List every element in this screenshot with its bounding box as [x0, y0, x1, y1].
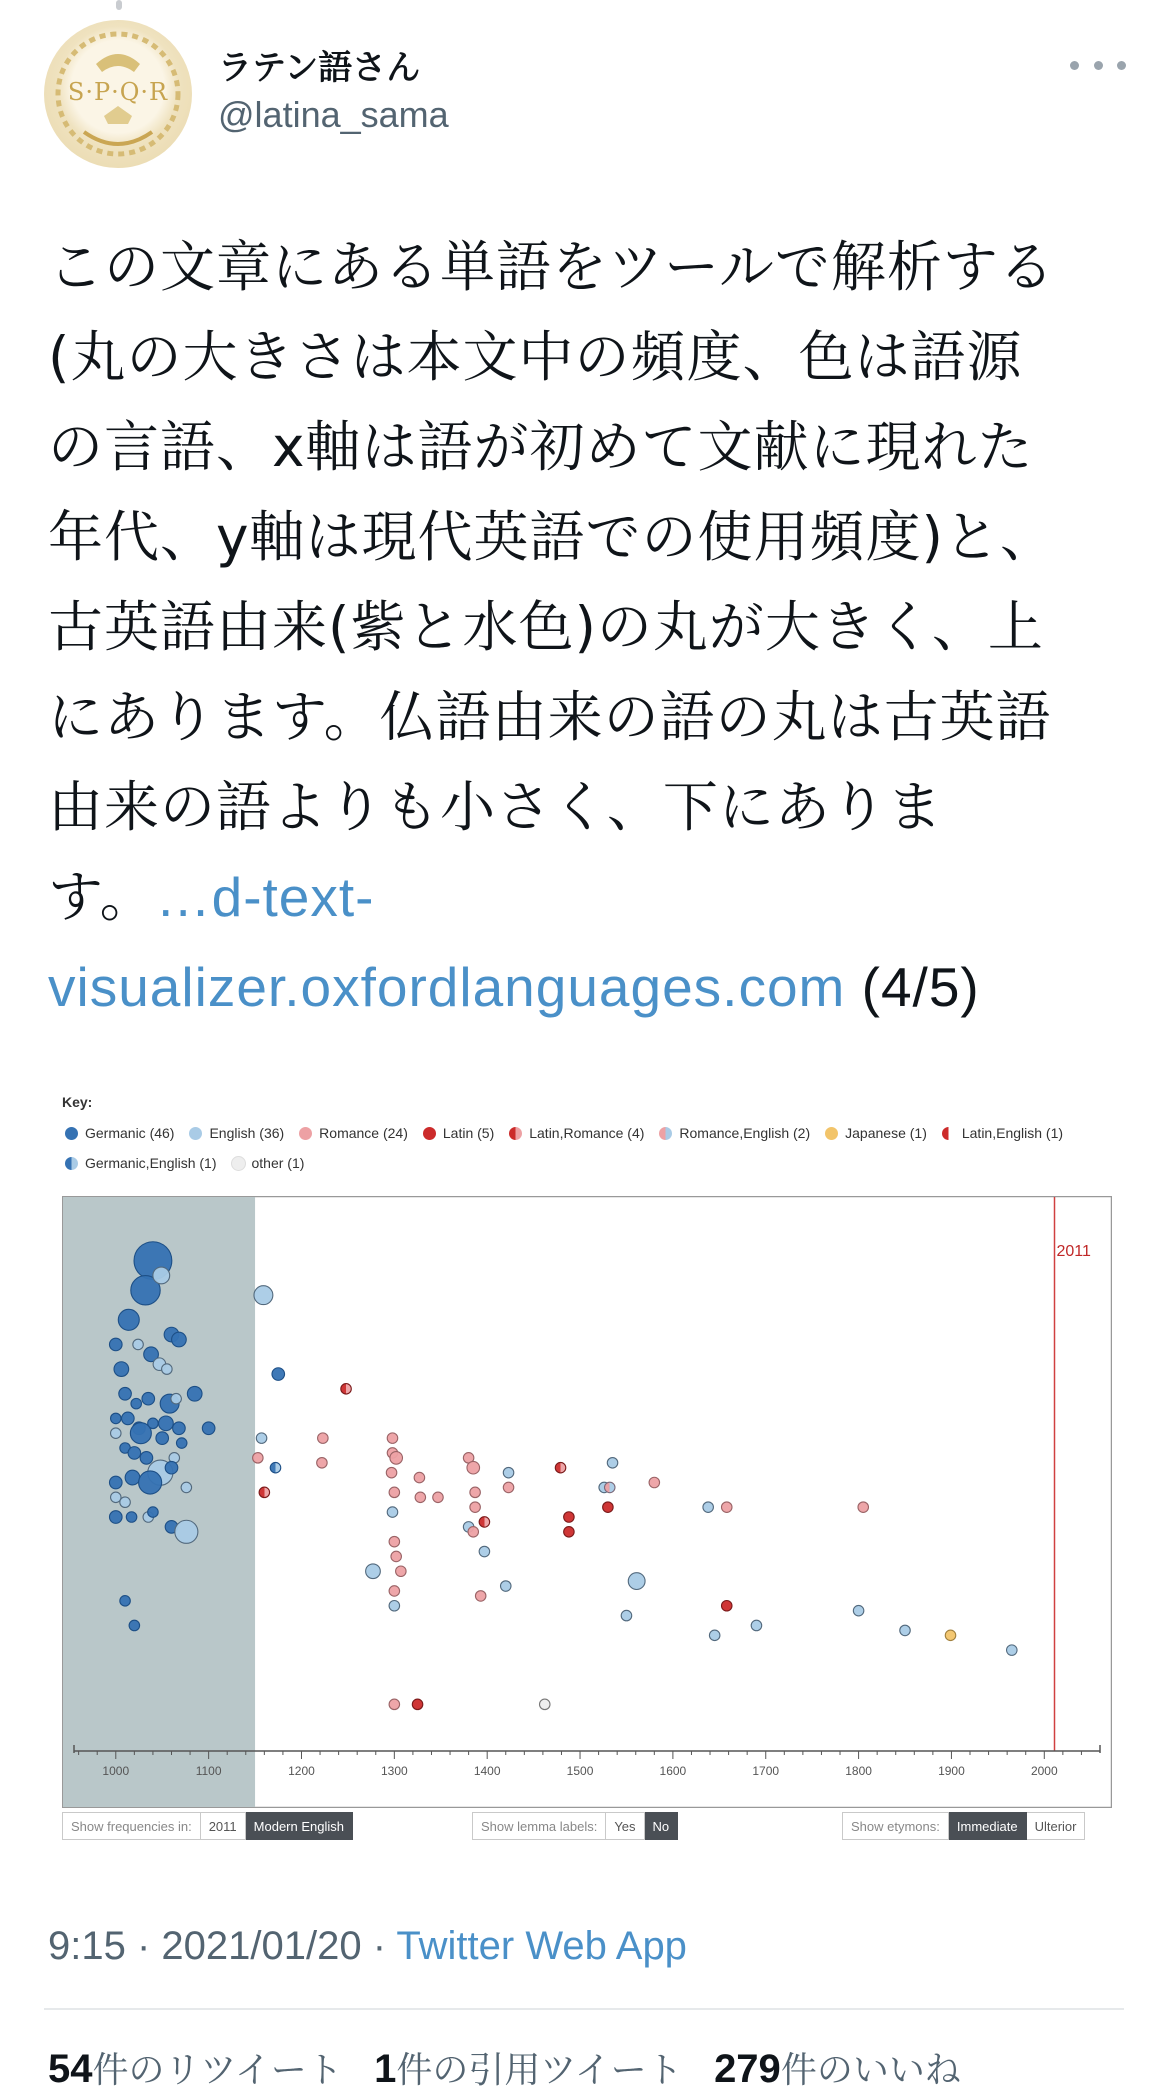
data-point — [165, 1461, 178, 1474]
data-point — [173, 1422, 186, 1435]
tweet-link[interactable]: …d-text- — [155, 866, 375, 928]
data-point — [391, 1551, 402, 1562]
etymons-control — [842, 1812, 1085, 1840]
data-point — [114, 1362, 129, 1377]
data-point — [389, 1487, 400, 1498]
thread-connector — [116, 0, 122, 10]
data-point — [120, 1596, 131, 1607]
x-tick-label: 1500 — [566, 1764, 594, 1778]
etymons-option-immediate[interactable]: Immediate — [949, 1812, 1027, 1840]
data-point — [318, 1433, 329, 1444]
chart-plot — [62, 1196, 1112, 1808]
data-point — [133, 1339, 144, 1350]
data-point — [162, 1364, 173, 1375]
tweet-timestamp[interactable]: 9:15 · 2021/01/20 · — [48, 1924, 397, 1968]
data-point — [109, 1476, 122, 1489]
legend-label: English (36) — [209, 1125, 285, 1141]
data-point — [414, 1472, 425, 1483]
data-point — [129, 1620, 140, 1631]
etymons-option-ulterior[interactable]: Ulterior — [1027, 1812, 1086, 1840]
data-point — [604, 1482, 615, 1493]
data-point — [122, 1412, 135, 1425]
data-point — [153, 1267, 170, 1284]
data-point — [142, 1392, 155, 1405]
data-point — [412, 1699, 423, 1710]
source-app-link[interactable]: Twitter Web App — [396, 1924, 687, 1968]
legend-label: Latin,Romance (4) — [529, 1125, 645, 1141]
quotes-stat[interactable] — [374, 2047, 683, 2091]
data-point — [187, 1386, 202, 1401]
data-point — [259, 1487, 270, 1498]
data-point — [172, 1332, 187, 1347]
data-point — [390, 1452, 403, 1465]
legend-item — [64, 1148, 217, 1178]
chart-key-title: Key: — [62, 1094, 93, 1110]
data-point — [131, 1398, 142, 1409]
data-point — [621, 1610, 632, 1621]
data-point — [389, 1536, 400, 1547]
legend-label: Latin,English (1) — [961, 1125, 1064, 1141]
legend-swatch — [508, 1126, 523, 1141]
data-point — [341, 1384, 352, 1395]
data-point — [540, 1699, 551, 1710]
data-point — [171, 1393, 182, 1404]
data-point — [109, 1511, 122, 1524]
legend-swatch — [658, 1126, 673, 1141]
data-point — [721, 1502, 732, 1513]
x-tick-label: 1700 — [752, 1764, 780, 1778]
legend-item — [508, 1118, 644, 1148]
data-point — [126, 1512, 136, 1523]
tweet-meta — [48, 1924, 687, 1969]
data-point — [564, 1527, 575, 1538]
data-point — [109, 1338, 122, 1351]
display-name[interactable]: ラテン語さん — [218, 48, 421, 88]
divider — [44, 2008, 1124, 2010]
x-tick-label: 1600 — [659, 1764, 687, 1778]
x-tick-label: 1800 — [845, 1764, 872, 1778]
data-point — [120, 1497, 131, 1508]
data-point — [118, 1309, 139, 1330]
data-point — [176, 1438, 187, 1449]
avatar[interactable] — [44, 20, 192, 168]
legend-swatch — [188, 1126, 203, 1141]
legend-item — [231, 1148, 305, 1178]
data-point — [396, 1566, 407, 1577]
data-point — [564, 1512, 575, 1523]
data-point — [317, 1458, 328, 1469]
year-marker-label: 2011 — [1056, 1243, 1091, 1260]
data-point — [433, 1492, 444, 1503]
legend-swatch — [941, 1126, 956, 1141]
frequency-option-2011[interactable]: 2011 — [201, 1812, 246, 1840]
likes-label: 件のいいね — [780, 2050, 961, 2091]
legend-item — [298, 1118, 408, 1148]
data-point — [387, 1507, 398, 1518]
likes-stat[interactable] — [714, 2047, 961, 2091]
legend-label: Germanic,English (1) — [85, 1155, 217, 1171]
data-point — [628, 1573, 645, 1590]
data-point — [649, 1477, 660, 1488]
data-point — [139, 1471, 162, 1494]
data-point — [119, 1387, 132, 1400]
data-point — [181, 1482, 192, 1493]
data-point — [111, 1428, 122, 1439]
legend-label: Japanese (1) — [845, 1125, 927, 1141]
lemma-label: Show lemma labels: — [472, 1812, 606, 1840]
data-point — [470, 1502, 481, 1513]
tweet-line: (丸の大きさは本文中の頻度、色は語源 — [48, 325, 1023, 389]
data-point — [128, 1447, 141, 1460]
quotes-label: 件の引用ツイート — [396, 2050, 683, 2091]
x-tick-label: 1200 — [288, 1764, 315, 1778]
data-point — [858, 1502, 869, 1513]
frequency-control — [62, 1812, 353, 1840]
data-point — [254, 1286, 273, 1305]
data-point — [270, 1462, 281, 1473]
data-point — [470, 1487, 481, 1498]
data-point — [175, 1520, 198, 1543]
data-point — [156, 1432, 169, 1445]
data-point — [253, 1453, 264, 1464]
legend-swatch — [824, 1126, 839, 1141]
data-point — [467, 1461, 480, 1474]
tweet-stats — [48, 2042, 981, 2093]
frequency-label: Show frequencies in: — [62, 1812, 201, 1840]
data-point — [703, 1502, 714, 1513]
x-tick-label: 2000 — [1030, 1764, 1058, 1778]
data-point — [148, 1507, 159, 1518]
data-point — [256, 1433, 267, 1444]
data-point — [479, 1546, 490, 1557]
likes-count: 279 — [714, 2047, 781, 2091]
x-tick-label: 1400 — [473, 1764, 501, 1778]
x-tick-label: 1100 — [195, 1764, 222, 1778]
data-point — [501, 1581, 512, 1592]
data-point — [125, 1470, 140, 1485]
data-point — [751, 1620, 762, 1631]
data-point — [945, 1630, 956, 1641]
data-point — [503, 1482, 513, 1493]
data-point — [389, 1601, 400, 1612]
etymons-label: Show etymons: — [842, 1812, 949, 1840]
data-point — [607, 1458, 618, 1469]
data-point — [140, 1452, 153, 1465]
legend-label: Romance (24) — [319, 1125, 408, 1141]
data-point — [386, 1467, 397, 1478]
user-handle[interactable]: @latina_sama — [218, 94, 449, 135]
legend-swatch — [298, 1126, 313, 1141]
more-options-icon[interactable] — [1070, 50, 1126, 80]
retweets-count: 54 — [48, 2047, 93, 2091]
x-tick-label: 1300 — [380, 1764, 408, 1778]
legend-label: Germanic (46) — [85, 1125, 175, 1141]
tweet-line: す。 — [48, 865, 156, 929]
x-tick-label: 1000 — [102, 1764, 130, 1778]
tweet-line: 古英語由来(紫と水色)の丸が大きく、上 — [48, 595, 1044, 659]
frequency-option-modern[interactable]: Modern English — [246, 1812, 353, 1840]
data-point — [389, 1586, 400, 1597]
tweet-line: の言語、x軸は語が初めて文献に現れた — [48, 415, 1034, 479]
legend-item — [824, 1118, 927, 1148]
lemma-option-no[interactable]: No — [645, 1812, 679, 1840]
x-tick-label: 1900 — [938, 1764, 965, 1778]
attached-chart-image[interactable] — [48, 1082, 1128, 1852]
lemma-control — [472, 1812, 678, 1840]
legend-swatch — [231, 1156, 246, 1171]
legend-swatch — [64, 1126, 79, 1141]
lemma-option-yes[interactable]: Yes — [606, 1812, 644, 1840]
data-point — [900, 1625, 911, 1636]
data-point — [159, 1416, 174, 1431]
avatar-text: S·P·Q·R — [67, 78, 169, 106]
data-point — [1007, 1645, 1018, 1656]
quotes-count: 1 — [374, 2047, 397, 2091]
tweet-text — [48, 222, 1138, 1032]
legend-label: Latin (5) — [442, 1125, 495, 1141]
data-point — [709, 1630, 720, 1641]
legend-item — [422, 1118, 494, 1148]
thread-counter: (4/5) — [845, 956, 980, 1018]
data-point — [475, 1591, 486, 1602]
data-point — [272, 1368, 285, 1381]
data-point — [503, 1467, 513, 1478]
tweet-line: 由来の語よりも小さく、下にありま — [48, 775, 943, 839]
retweets-stat[interactable] — [48, 2047, 343, 2091]
data-point — [366, 1564, 381, 1579]
data-point — [389, 1699, 400, 1710]
legend-item — [658, 1118, 810, 1148]
data-point — [721, 1601, 732, 1612]
data-point — [130, 1423, 151, 1444]
tweet-line: この文章にある単語をツールで解析する — [48, 235, 1055, 299]
chart-legend — [64, 1118, 1124, 1178]
data-point — [603, 1502, 614, 1513]
legend-label: other (1) — [251, 1155, 305, 1171]
data-point — [468, 1527, 479, 1538]
retweets-label: 件のリツイート — [92, 2050, 343, 2091]
legend-item — [64, 1118, 174, 1148]
data-point — [111, 1413, 122, 1424]
tweet-line: にあります。仏語由来の語の丸は古英語 — [48, 685, 1052, 749]
legend-swatch — [422, 1126, 437, 1141]
data-point — [202, 1422, 215, 1435]
legend-item — [941, 1118, 1063, 1148]
data-point — [853, 1605, 864, 1616]
tweet-line: 年代、y軸は現代英語での使用頻度)と、 — [48, 505, 1057, 569]
legend-swatch — [64, 1156, 79, 1171]
data-point — [415, 1492, 426, 1503]
data-point — [387, 1433, 398, 1444]
data-point — [479, 1517, 490, 1528]
data-point — [555, 1462, 566, 1473]
tweet-link[interactable]: visualizer.oxfordlanguages.com — [48, 956, 846, 1018]
legend-item — [188, 1118, 284, 1148]
legend-label: Romance,English (2) — [679, 1125, 811, 1141]
